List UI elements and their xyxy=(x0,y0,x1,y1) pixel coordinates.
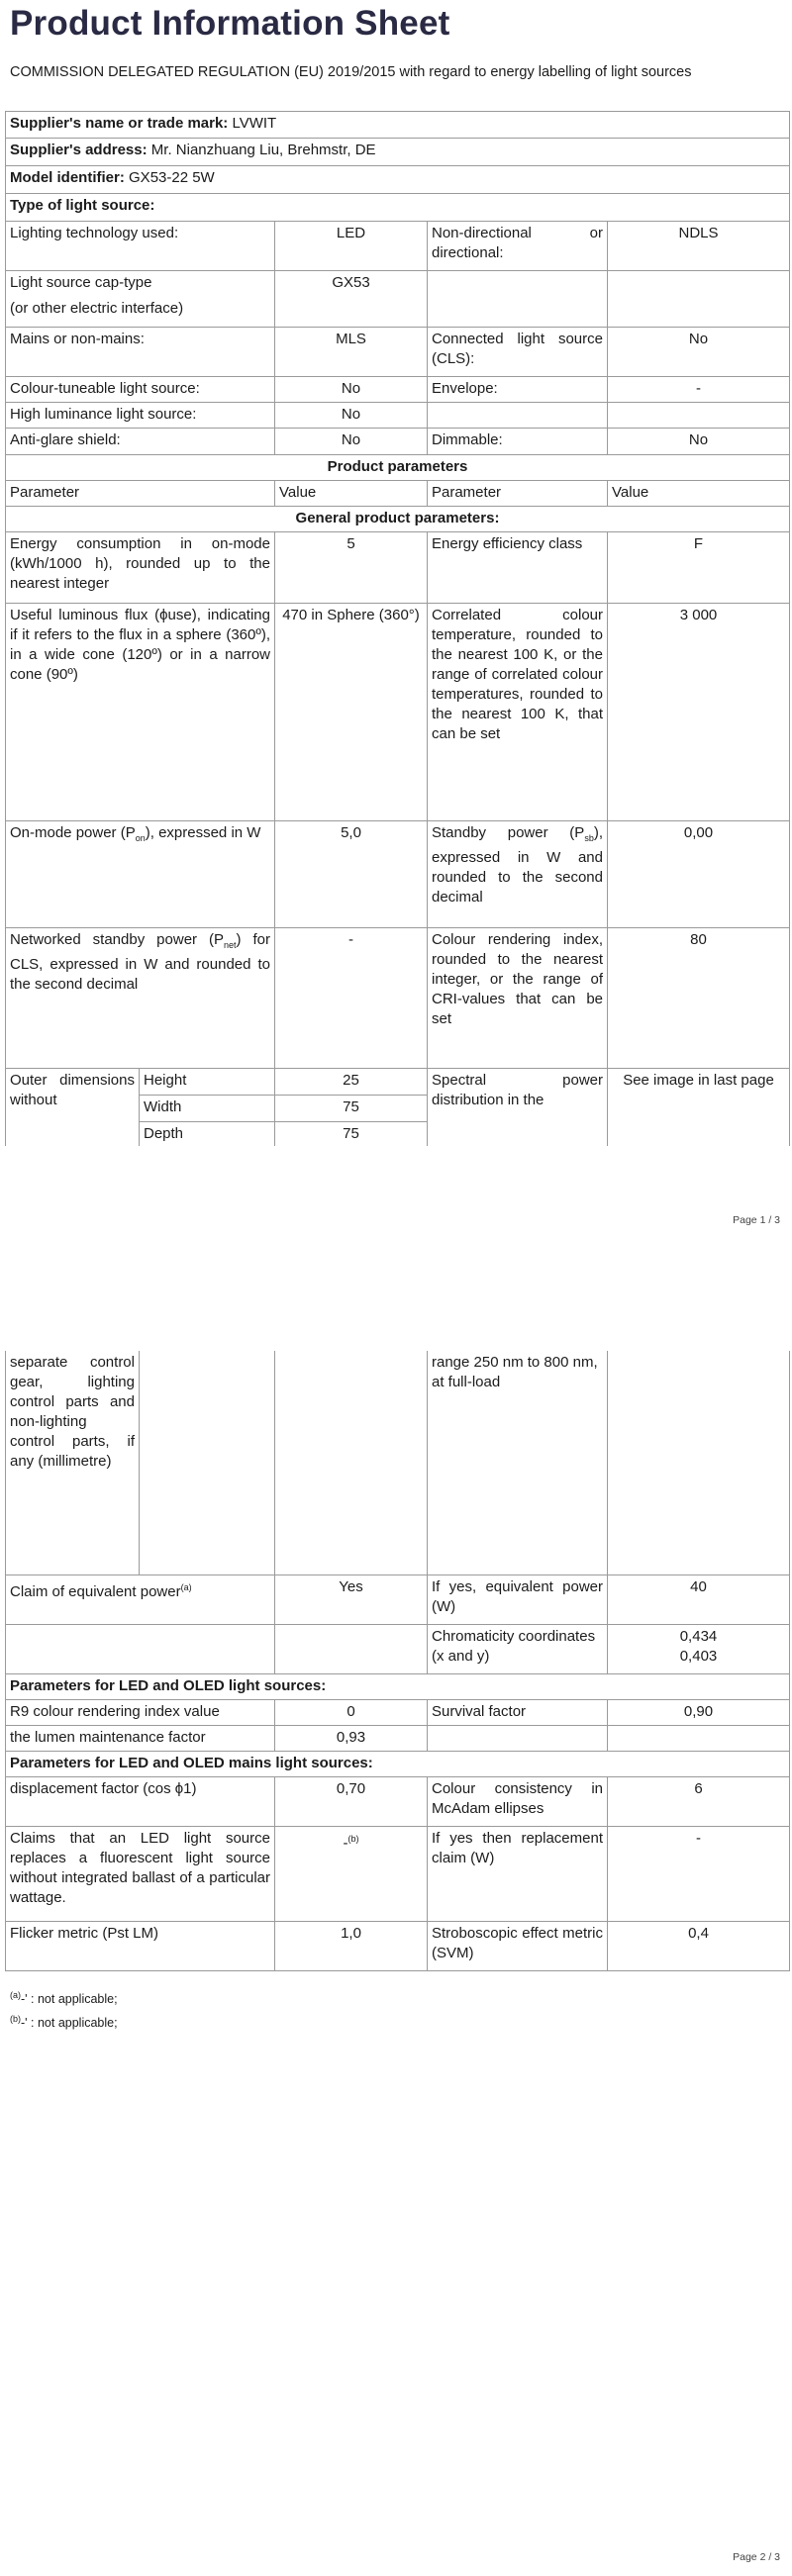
supplier-name-label: Supplier's name or trade mark: xyxy=(10,115,229,132)
survival-factor-value: 0,90 xyxy=(608,1699,790,1725)
product-parameters-heading: Product parameters xyxy=(6,455,790,481)
width-value: 75 xyxy=(275,1096,428,1122)
footnote-b: $^{(b)}$-' : not applicable; xyxy=(10,2014,118,2031)
footnotes xyxy=(10,1985,118,2033)
chromaticity-value xyxy=(608,1624,790,1673)
cap-type-label-2: (or other electric interface) xyxy=(10,300,184,317)
supplier-name-value: LVWIT xyxy=(232,115,277,132)
colour-temperature-label: Correlated colour temperature, rounded to the nearest 100 K, or the range of correlated colour temperatures, rounded to the nearest 100 K, that can be set xyxy=(428,604,608,821)
on-mode-power-label: On-mode power $(P_{on})$, expressed in W xyxy=(6,821,275,928)
high-luminance-empty-1 xyxy=(428,403,608,429)
cap-type-empty-1 xyxy=(428,271,608,328)
energy-class-value: F xyxy=(608,532,790,604)
cap-type-value: GX53 xyxy=(275,271,428,328)
supplier-address-row xyxy=(6,139,790,166)
flicker-label: Flicker metric (Pst LM) xyxy=(6,1921,275,1970)
directional-value: NDLS xyxy=(608,222,790,271)
width-label: Width xyxy=(140,1096,275,1122)
led-heading: Parameters for LED and OLED light sources: xyxy=(6,1673,790,1699)
general-heading: General product parameters: xyxy=(6,507,790,532)
dimensions-empty-2 xyxy=(275,1351,428,1574)
equivalent-power-value: 40 xyxy=(608,1574,790,1624)
page-number-2: Page 2 / 3 xyxy=(733,2551,780,2563)
supplier-table xyxy=(5,111,790,222)
page-2 xyxy=(0,1277,792,2576)
colour-rendering-value: 80 xyxy=(608,928,790,1069)
cls-label: Connected light source (CLS): xyxy=(428,328,608,377)
lumen-maintenance-empty-2 xyxy=(608,1725,790,1751)
stroboscopic-label: Stroboscopic effect metric (SVM) xyxy=(428,1921,608,1970)
energy-consumption-label: Energy consumption in on-mode (kWh/1000 h), rounded up to the nearest integer xyxy=(6,532,275,604)
page-title: Product Information Sheet xyxy=(10,4,450,43)
high-luminance-label: High luminance light source: xyxy=(6,403,275,429)
envelope-label: Envelope: xyxy=(428,377,608,403)
replacement-claim-value: - xyxy=(608,1826,790,1921)
chromaticity-empty-2 xyxy=(275,1624,428,1673)
high-luminance-empty-2 xyxy=(608,403,790,429)
mains-heading: Parameters for LED and OLED mains light sources: xyxy=(6,1751,790,1776)
cls-value: No xyxy=(608,328,790,377)
energy-class-label: Energy efficiency class xyxy=(428,532,608,604)
type-heading: Type of light source: xyxy=(6,194,790,222)
mains-label: Mains or non-mains: xyxy=(6,328,275,377)
anti-glare-label: Anti-glare shield: xyxy=(6,429,275,455)
lighting-technology-label: Lighting technology used: xyxy=(6,222,275,271)
chromaticity-y: 0,403 xyxy=(679,1647,718,1665)
energy-consumption-value: 5 xyxy=(275,532,428,604)
footnote-a: $^{(a)}$-' : not applicable; xyxy=(10,1990,118,2007)
supplier-name-row xyxy=(6,112,790,139)
networked-standby-value: - xyxy=(275,928,428,1069)
dimmable-value: No xyxy=(608,429,790,455)
high-luminance-value: No xyxy=(275,403,428,429)
height-label: Height xyxy=(140,1069,275,1096)
networked-standby-label: Networked standby power $(P_{net})$ for CLS, expressed in W and rounded to the second decimal xyxy=(6,928,275,1069)
displacement-value: 0,70 xyxy=(275,1776,428,1826)
envelope-value: - xyxy=(608,377,790,403)
col-header-parameter-2: Parameter xyxy=(428,481,608,507)
dimensions-label: Outer dimensions without xyxy=(6,1069,140,1147)
cap-type-empty-2 xyxy=(608,271,790,328)
col-header-value: Value xyxy=(275,481,428,507)
flicker-value: 1,0 xyxy=(275,1921,428,1970)
stroboscopic-value: 0,4 xyxy=(608,1921,790,1970)
regulation-text: COMMISSION DELEGATED REGULATION (EU) 2019/2015 with regard to energy labelling of light sources xyxy=(10,64,692,80)
luminous-flux-value: 470 in Sphere (360°) xyxy=(275,604,428,821)
r9-value: 0 xyxy=(275,1699,428,1725)
standby-power-value: 0,00 xyxy=(608,821,790,928)
supplier-address-label: Supplier's address: xyxy=(10,142,148,158)
colour-rendering-label: Colour rendering index, rounded to the nearest integer, or the range of CRI-values that can be set xyxy=(428,928,608,1069)
equivalent-power-claim-value: Yes xyxy=(275,1574,428,1624)
depth-label: Depth xyxy=(140,1122,275,1147)
directional-label: Non-directional or directional: xyxy=(428,222,608,271)
page-number-1: Page 1 / 3 xyxy=(733,1214,780,1226)
chromaticity-x: 0,434 xyxy=(679,1627,718,1645)
lumen-maintenance-empty-1 xyxy=(428,1725,608,1751)
depth-value: 75 xyxy=(275,1122,428,1147)
luminous-flux-label: Useful luminous flux (ϕuse), indicating if it refers to the flux in a sphere (360º), in a wide cone (120º) or in a narrow cone (90º) xyxy=(6,604,275,821)
cap-type-label xyxy=(6,271,275,328)
lighting-technology-value: LED xyxy=(275,222,428,271)
model-identifier-value: GX53-22 5W xyxy=(129,169,215,186)
replacement-claim-label: If yes then replacement claim (W) xyxy=(428,1826,608,1921)
standby-power-label: Standby power $(P_{sb})$, expressed in W and rounded to the second decimal xyxy=(428,821,608,928)
mains-value: MLS xyxy=(275,328,428,377)
type-table xyxy=(5,221,790,455)
anti-glare-value: No xyxy=(275,429,428,455)
colour-tuneable-value: No xyxy=(275,377,428,403)
dimmable-label: Dimmable: xyxy=(428,429,608,455)
continued-table xyxy=(5,1351,790,1971)
survival-factor-label: Survival factor xyxy=(428,1699,608,1725)
chromaticity-label: Chromaticity coordinates (x and y) xyxy=(428,1624,608,1673)
colour-tuneable-label: Colour-tuneable light source: xyxy=(6,377,275,403)
supplier-address-value: Mr. Nianzhuang Liu, Brehmstr, DE xyxy=(150,142,376,158)
displacement-label: displacement factor (cos ϕ1) xyxy=(6,1776,275,1826)
spectral-label: Spectral power distribution in the xyxy=(428,1069,608,1147)
product-parameters-table xyxy=(5,454,790,1146)
spectral-value-continued xyxy=(608,1351,790,1574)
colour-temperature-value: 3 000 xyxy=(608,604,790,821)
chromaticity-empty-1 xyxy=(6,1624,275,1673)
dimensions-empty-1 xyxy=(140,1351,275,1574)
equivalent-power-claim-label: Claim of equivalent power$^{(a)}$ xyxy=(6,1574,275,1624)
col-header-value-2: Value xyxy=(608,481,790,507)
cap-type-label-1: Light source cap-type xyxy=(10,274,152,291)
claims-label: Claims that an LED light source replaces a fluorescent light source without integrated ballast of a particular wattage. xyxy=(6,1826,275,1921)
colour-consistency-label: Colour consistency in McAdam ellipses xyxy=(428,1776,608,1826)
dimensions-label-continued: separate control gear, lighting control parts and non-lighting control parts, if any (millimetre) xyxy=(6,1351,140,1574)
col-header-parameter: Parameter xyxy=(6,481,275,507)
spectral-value: See image in last page xyxy=(608,1069,790,1147)
lumen-maintenance-value: 0,93 xyxy=(275,1725,428,1751)
equivalent-power-label: If yes, equivalent power (W) xyxy=(428,1574,608,1624)
height-value: 25 xyxy=(275,1069,428,1096)
model-identifier-row xyxy=(6,166,790,194)
spectral-label-continued: range 250 nm to 800 nm, at full-load xyxy=(428,1351,608,1574)
model-identifier-label: Model identifier: xyxy=(10,169,125,186)
r9-label: R9 colour rendering index value xyxy=(6,1699,275,1725)
claims-value: -$^{(b)}$ xyxy=(275,1826,428,1921)
lumen-maintenance-label: the lumen maintenance factor xyxy=(6,1725,275,1751)
on-mode-power-value: 5,0 xyxy=(275,821,428,928)
colour-consistency-value: 6 xyxy=(608,1776,790,1826)
page-1 xyxy=(0,0,792,1232)
